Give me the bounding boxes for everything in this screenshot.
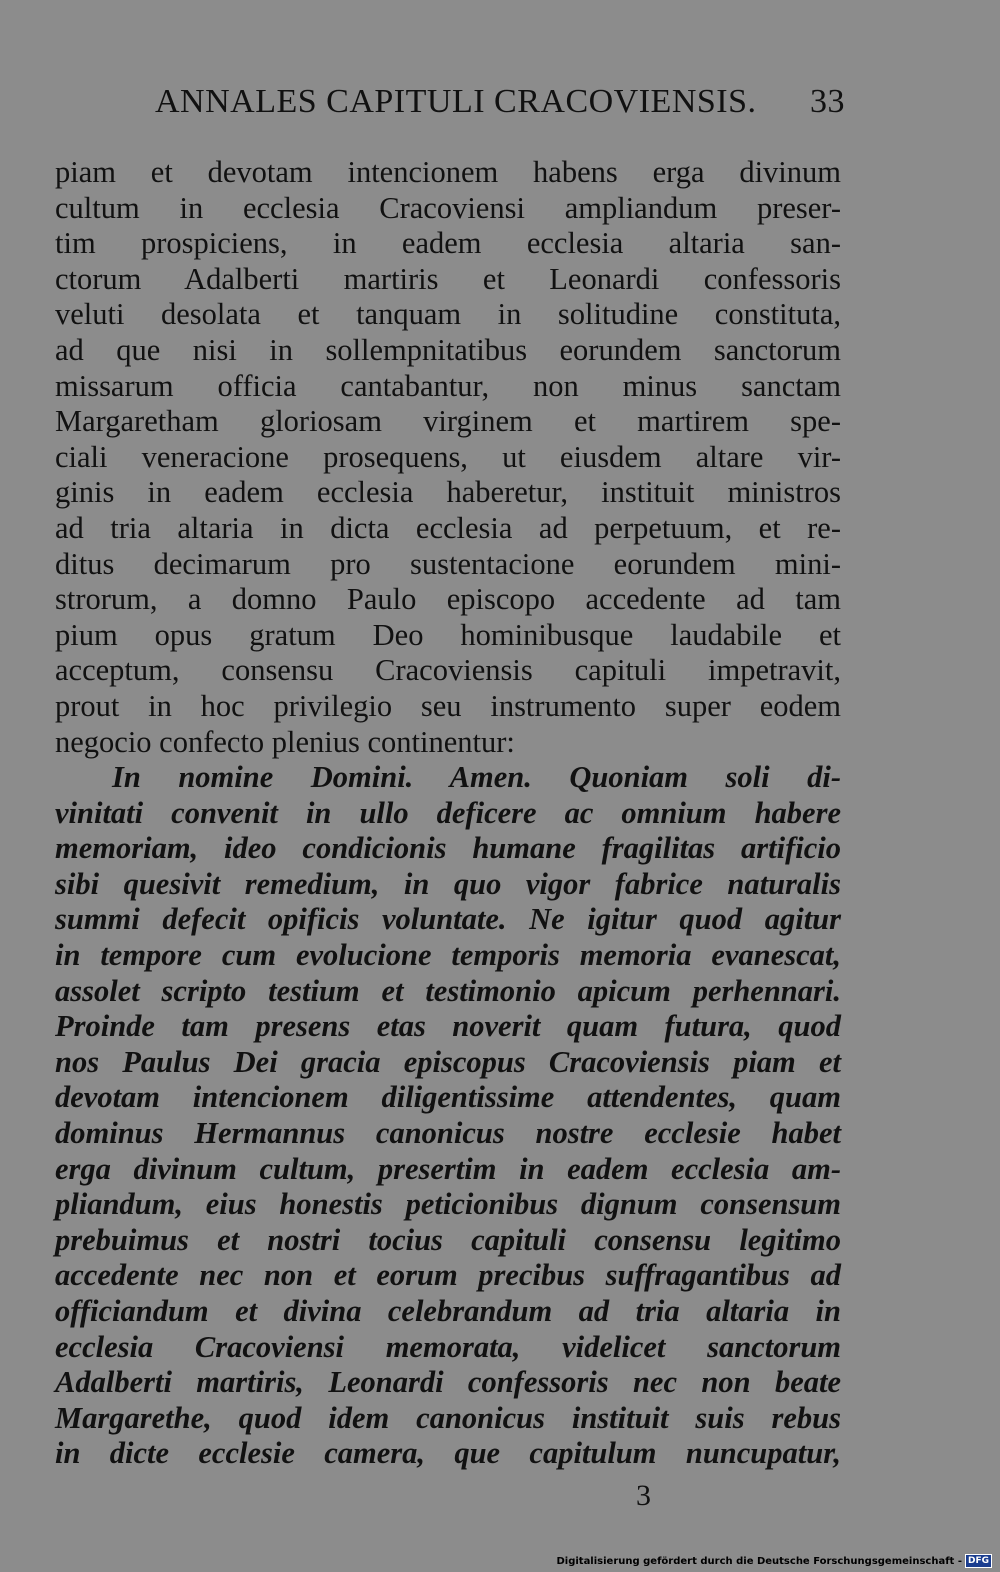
text-line: ad tria altaria in dicta ecclesia ad perpetuum, et re-: [55, 510, 841, 545]
text-line: ginis in eadem ecclesia haberetur, instituit ministros: [55, 475, 841, 510]
text-line: pium opus gratum Deo hominibusque laudabile et: [55, 617, 841, 652]
text-line: pliandum, eius honestis peticionibus dignum consensum: [55, 1187, 841, 1222]
text-line: strorum, a domno Paulo episcopo accedente ad tam: [55, 582, 841, 617]
text-line: veluti desolata et tanquam in solitudine constituta,: [55, 297, 841, 332]
text-line: prout in hoc privilegio seu instrumento super eodem: [55, 688, 841, 723]
signature-mark: 3: [636, 1479, 651, 1512]
text-line: In nomine Domini. Amen. Quoniam soli di-: [112, 760, 841, 795]
text-line: dominus Hermannus canonicus nostre ecclesie habet: [55, 1116, 841, 1151]
text-line: prebuimus et nostri tocius capituli consensu legitimo: [55, 1222, 841, 1257]
text-line: erga divinum cultum, presertim in eadem ecclesia am-: [55, 1151, 841, 1186]
text-line: in tempore cum evolucione temporis memoria evanescat,: [55, 938, 841, 973]
text-line: memoriam, ideo condicionis humane fragilitas artificio: [55, 831, 841, 866]
text-line: cultum in ecclesia Cracoviensi ampliandum preser-: [55, 190, 841, 225]
text-line: acceptum, consensu Cracoviensis capituli impetravit,: [55, 653, 841, 688]
dfg-logo-icon: DFG: [965, 1554, 992, 1568]
text-line: nos Paulus Dei gracia episcopus Cracoviensis piam et: [55, 1044, 841, 1079]
text-line: missarum officia cantabantur, non minus sanctam: [55, 368, 841, 403]
text-line: assolet scripto testium et testimonio apicum perhennari.: [55, 973, 841, 1008]
text-line: Adalberti martiris, Leonardi confessoris nec non beate: [55, 1365, 841, 1400]
text-line: ecclesia Cracoviensi memorata, videlicet sanctorum: [55, 1329, 841, 1364]
text-line: ditus decimarum pro sustentacione eorundem mini-: [55, 546, 841, 581]
text-line: devotam intencionem diligentissime attendentes, quam: [55, 1080, 841, 1115]
text-line: Margaretham gloriosam virginem et martirem spe-: [55, 404, 841, 439]
text-line: vinitati convenit in ullo deficere ac omnium habere: [55, 795, 841, 830]
running-title: ANNALES CAPITULI CRACOVIENSIS.: [155, 83, 757, 120]
text-line: accedente nec non et eorum precibus suffragantibus ad: [55, 1258, 841, 1293]
text-line: ctorum Adalberti martiris et Leonardi confessoris: [55, 261, 841, 296]
footer-credit-text: Digitalisierung gefördert durch die Deutsche Forschungsgemeinschaft -: [556, 1555, 962, 1567]
text-line: summi defecit opificis voluntate. Ne igitur quod agitur: [55, 902, 841, 937]
text-line: ciali veneracione prosequens, ut eiusdem altare vir-: [55, 439, 841, 474]
page-body-text: [55, 155, 841, 1472]
text-line: piam et devotam intencionem habens erga divinum: [55, 155, 841, 189]
text-line: officiandum et divina celebrandum ad tria altaria in: [55, 1294, 841, 1328]
text-line: Margarethe, quod idem canonicus instituit suis rebus: [55, 1400, 841, 1435]
text-line: tim prospiciens, in eadem ecclesia altaria san-: [55, 226, 841, 261]
page-number: 33: [810, 83, 845, 120]
text-line: sibi quesivit remedium, in quo vigor fabrice naturalis: [55, 866, 841, 901]
text-line: in dicte ecclesie camera, que capitulum nuncupatur,: [55, 1436, 841, 1471]
text-line: ad que nisi in sollempnitatibus eorundem sanctorum: [55, 332, 841, 367]
text-line: Proinde tam presens etas noverit quam futura, quod: [55, 1009, 841, 1044]
text-line: negocio confecto plenius continentur:: [55, 724, 515, 759]
digitization-footer: [556, 1554, 992, 1568]
